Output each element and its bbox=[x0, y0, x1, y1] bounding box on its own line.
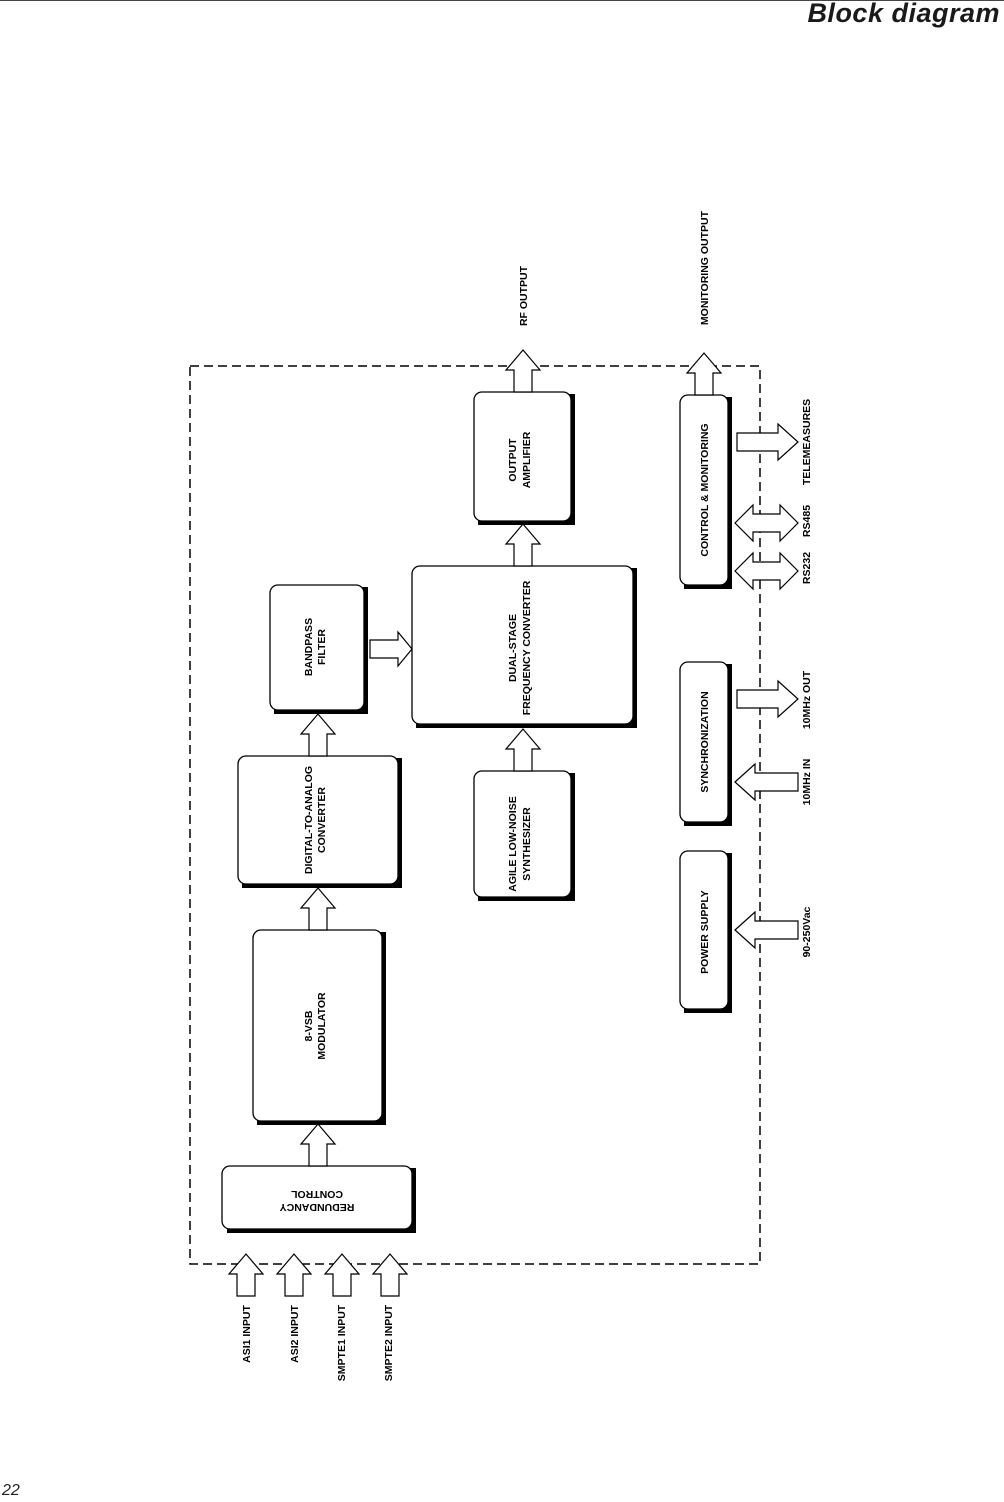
redundancy-label-line2: CONTROL bbox=[291, 1188, 343, 1200]
redundancy-control-block bbox=[222, 1166, 416, 1233]
label-rs232: RS232 bbox=[801, 551, 813, 585]
arrow-smpte1-input bbox=[325, 1254, 359, 1296]
arrow-rs232 bbox=[735, 553, 798, 589]
label-smpte2-input: SMPTE2 INPUT bbox=[383, 1304, 395, 1382]
label-asi2-input: ASI2 INPUT bbox=[289, 1305, 301, 1363]
label-rf-output: RF OUTPUT bbox=[518, 265, 530, 327]
power-supply-label: POWER SUPPLY bbox=[699, 890, 711, 974]
frequency-converter-block bbox=[412, 566, 637, 728]
label-monitoring-output: MONITORING OUTPUT bbox=[699, 210, 711, 326]
arrow-converter-to-amplifier bbox=[506, 524, 540, 566]
arrow-synth-to-converter bbox=[506, 729, 540, 771]
page-number: 22 bbox=[2, 1482, 20, 1499]
vsb-modulator-block bbox=[253, 930, 386, 1125]
page-title: Block diagram bbox=[807, 0, 1000, 28]
bandpass-label-line2: FILTER bbox=[316, 629, 328, 665]
synthesizer-block bbox=[474, 771, 575, 901]
synchronization-block bbox=[680, 662, 732, 826]
arrow-modulator-to-dac bbox=[301, 888, 335, 930]
arrow-asi2-input bbox=[277, 1254, 311, 1296]
label-asi1-input: ASI1 INPUT bbox=[241, 1305, 253, 1363]
arrow-rf-output bbox=[506, 350, 540, 392]
bandpass-label-line1: BANDPASS bbox=[303, 617, 315, 677]
synthesizer-label-line2: SYNTHESIZER bbox=[521, 807, 533, 881]
dac-label-line1: DIGITAL-TO-ANALOG bbox=[303, 765, 315, 875]
output-amplifier-block bbox=[474, 392, 575, 525]
arrow-power-input bbox=[735, 912, 798, 948]
synthesizer-label-line1: AGILE LOW-NOISE bbox=[507, 796, 519, 892]
arrow-10mhz-in bbox=[735, 764, 798, 800]
amplifier-label-line1: OUTPUT bbox=[507, 438, 519, 482]
synchronization-label: SYNCHRONIZATION bbox=[699, 691, 711, 793]
control-monitoring-label: CONTROL & MONITORING bbox=[699, 423, 711, 557]
modulator-label-line1: 8-VSB bbox=[303, 1010, 315, 1042]
converter-label-line1: DUAL-STAGE bbox=[507, 613, 519, 683]
arrow-dac-to-bandpass bbox=[301, 714, 335, 756]
arrow-rs485 bbox=[735, 505, 798, 541]
arrow-monitoring-output bbox=[687, 353, 721, 395]
arrow-redundancy-to-modulator bbox=[301, 1124, 335, 1166]
redundancy-label-line1: REDUNDANCY bbox=[279, 1201, 355, 1213]
label-power-in: 90-250Vac bbox=[801, 906, 813, 958]
arrow-smpte2-input bbox=[373, 1254, 407, 1296]
label-10mhz-out: 10MHz OUT bbox=[801, 670, 813, 730]
label-rs485: RS485 bbox=[801, 504, 813, 538]
modulator-label-line2: MODULATOR bbox=[316, 992, 328, 1060]
arrow-telemeasures bbox=[737, 424, 798, 460]
dac-label-line2: CONVERTER bbox=[316, 787, 328, 853]
arrow-asi1-input bbox=[229, 1254, 263, 1296]
arrow-bandpass-to-converter bbox=[370, 632, 412, 666]
control-monitoring-block bbox=[680, 395, 732, 589]
label-smpte1-input: SMPTE1 INPUT bbox=[336, 1304, 348, 1382]
bandpass-filter-block bbox=[270, 585, 368, 714]
converter-label-line2: FREQUENCY CONVERTER bbox=[521, 580, 533, 716]
arrow-10mhz-out bbox=[737, 681, 798, 717]
label-telemeasures: TELEMEASURES bbox=[801, 398, 813, 486]
label-10mhz-in: 10MHz IN bbox=[801, 758, 813, 806]
amplifier-label-line2: AMPLIFIER bbox=[521, 431, 533, 489]
dac-block bbox=[238, 756, 402, 888]
power-supply-block bbox=[680, 851, 732, 1013]
